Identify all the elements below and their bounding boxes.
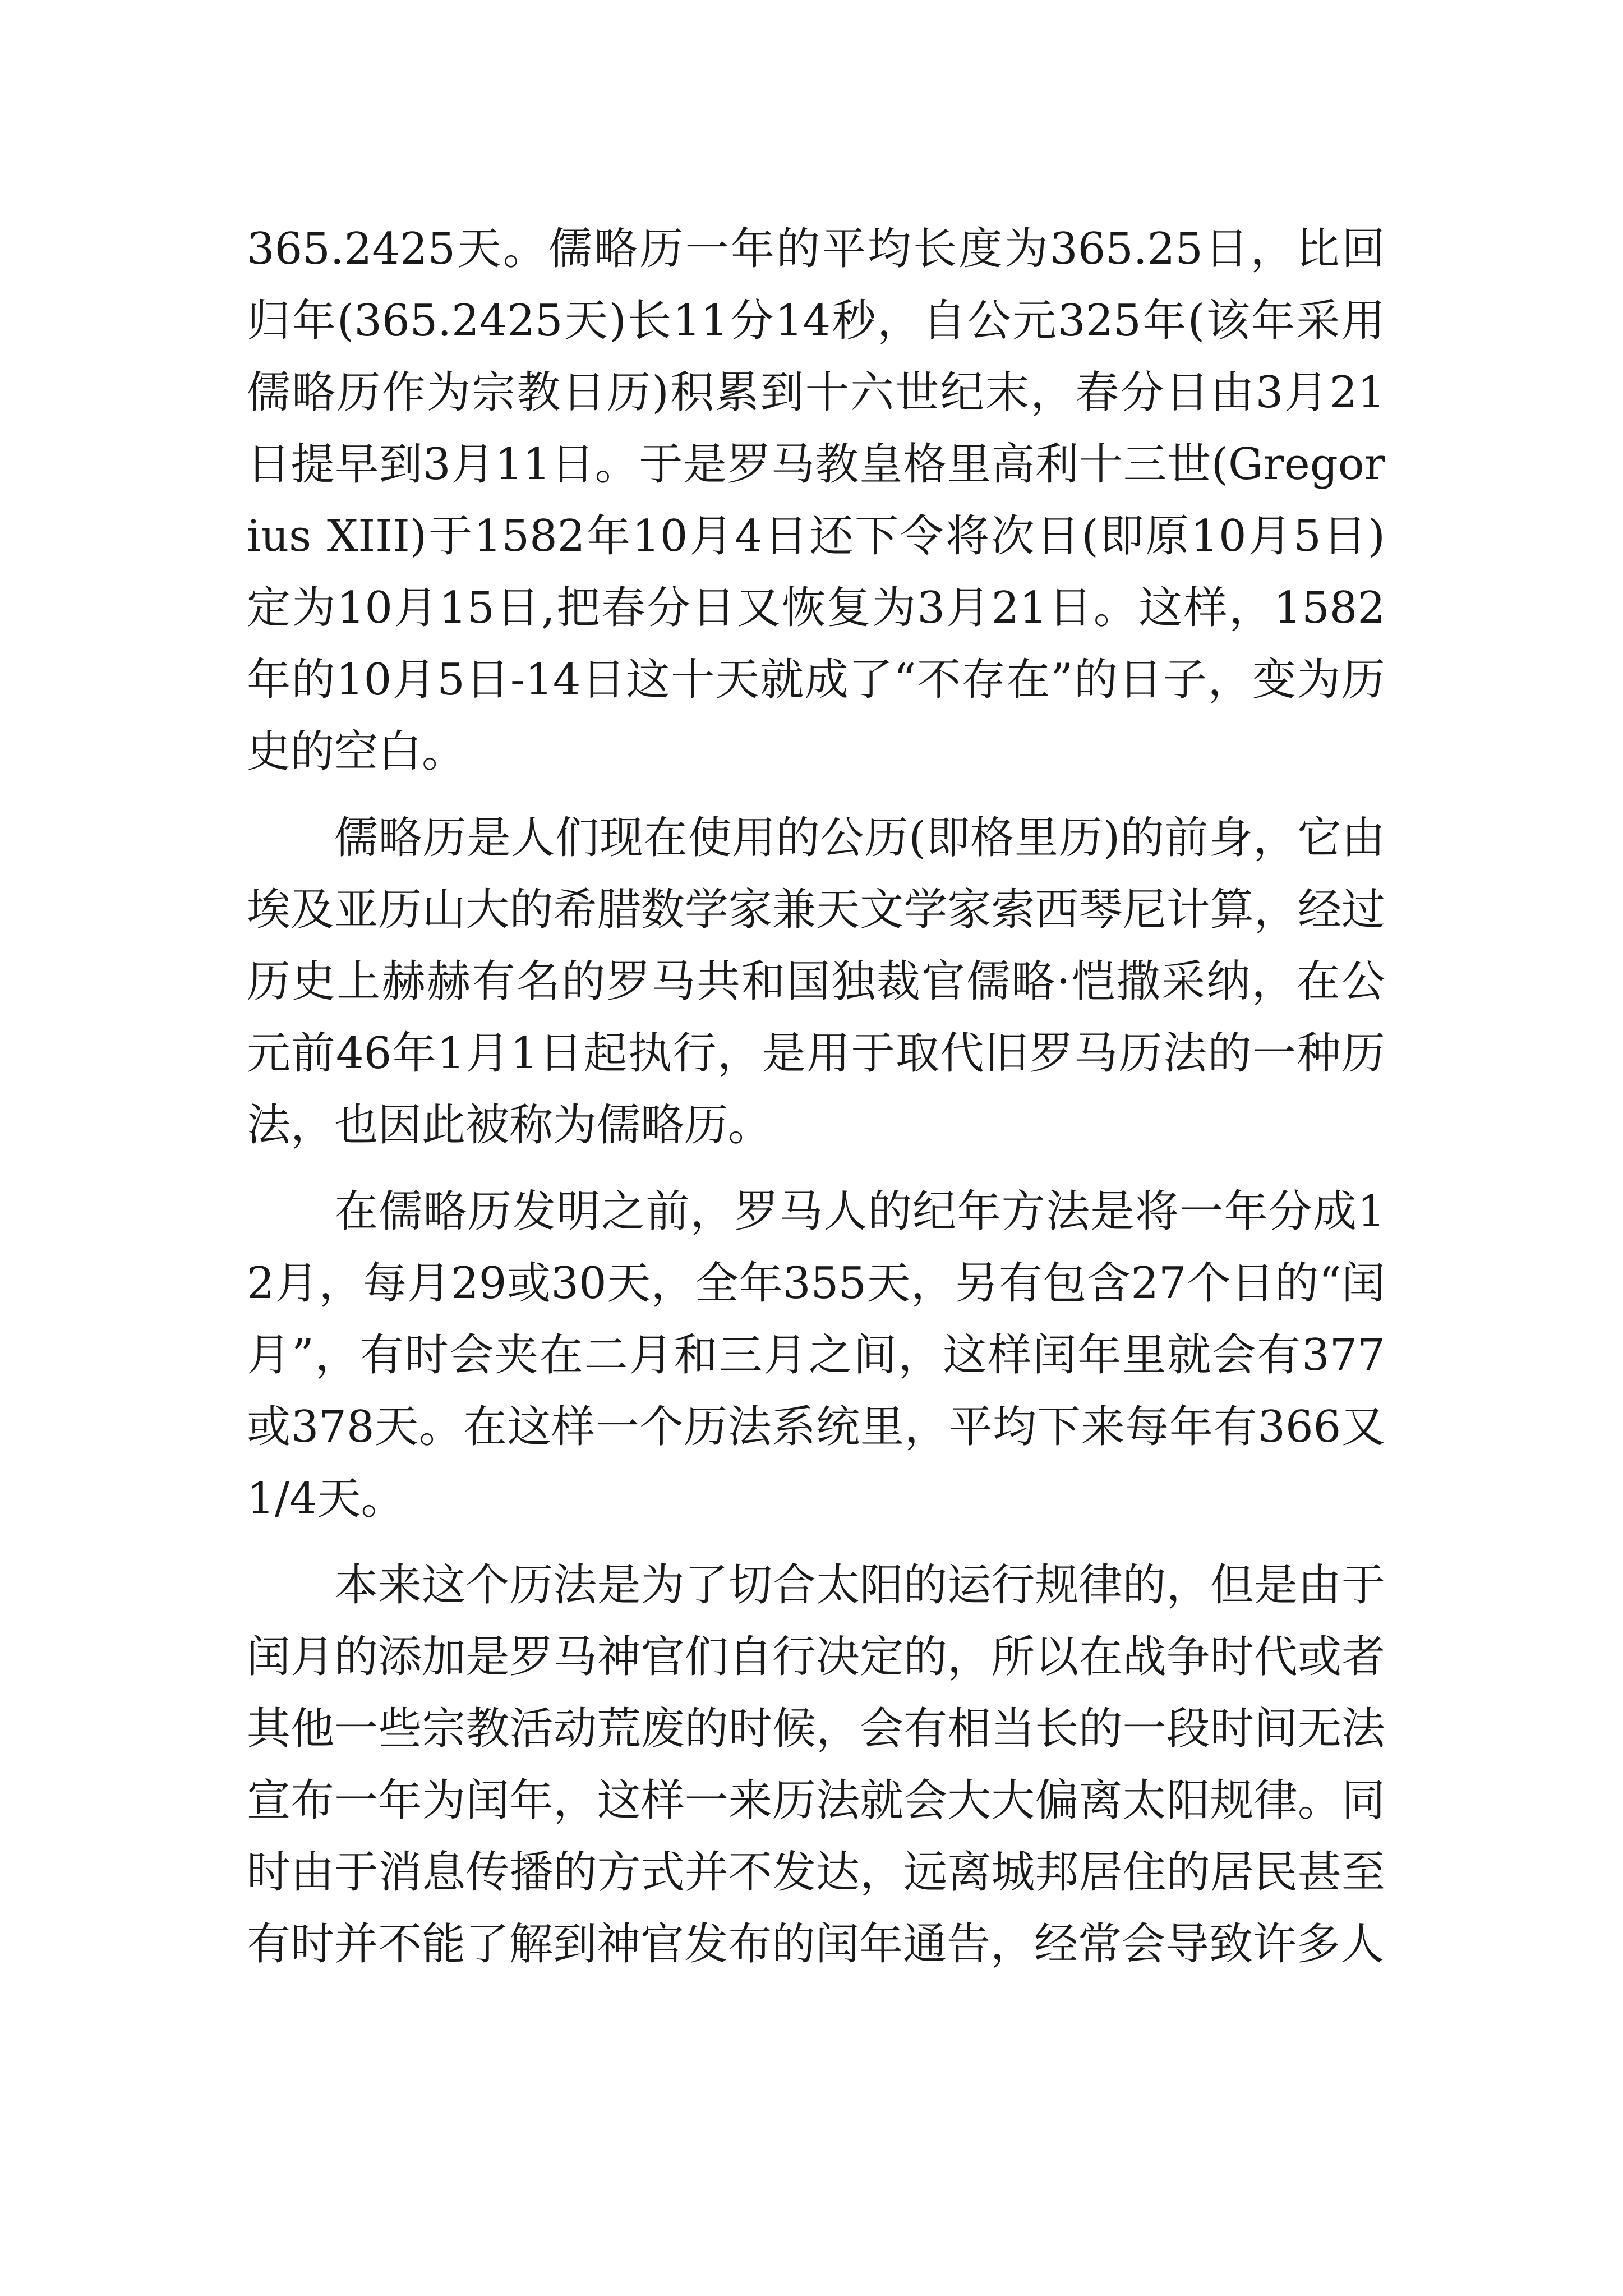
paragraph-1: 365.2425天。儒略历一年的平均长度为365.25日，比回归年(365.2425天)长11分14秒，自公元325年(该年采用儒略历作为宗教日历)积累到十六世纪末，春分日由3月21日提早到3月11日。于是罗马教皇格里高利十三世(Gregorius XIII)于1582年10月4日还下令将次日(即原10月5日)定为10月15日,把春分日又恢复为3月21日。这样，1582年的10月5日-14日这十天就成了“不存在”的日子，变为历史的空白。 xyxy=(247,224,1385,777)
paragraph-2: 儒略历是人们现在使用的公历(即格里历)的前身，它由埃及亚历山大的希腊数学家兼天文学家索西琴尼计算，经过历史上赫赫有名的罗马共和国独裁官儒略·恺撒采纳，在公元前46年1月1日起执行，是用于取代旧罗马历法的一种历法，也因此被称为儒略历。 xyxy=(247,813,1385,1151)
paragraph-3: 在儒略历发明之前，罗马人的纪年方法是将一年分成12月，每月29或30天，全年355天，另有包含27个日的“闰月”，有时会夹在二月和三月之间，这样闰年里就会有377或378天。在这样一个历法系统里，平均下来每年有366又1/4天。 xyxy=(247,1186,1385,1524)
paragraph-4: 本来这个历法是为了切合太阳的运行规律的，但是由于闰月的添加是罗马神官们自行决定的，所以在战争时代或者其他一些宗教活动荒废的时候，会有相当长的一段时间无法宣布一年为闰年，这样一来历法就会大大偏离太阳规律。同时由于消息传播的方式并不发达，远离城邦居住的居民甚至有时并不能了解到神官发布的闰年通告，经常会导致许多人 xyxy=(247,1560,1385,1970)
body-text xyxy=(247,213,1385,1995)
